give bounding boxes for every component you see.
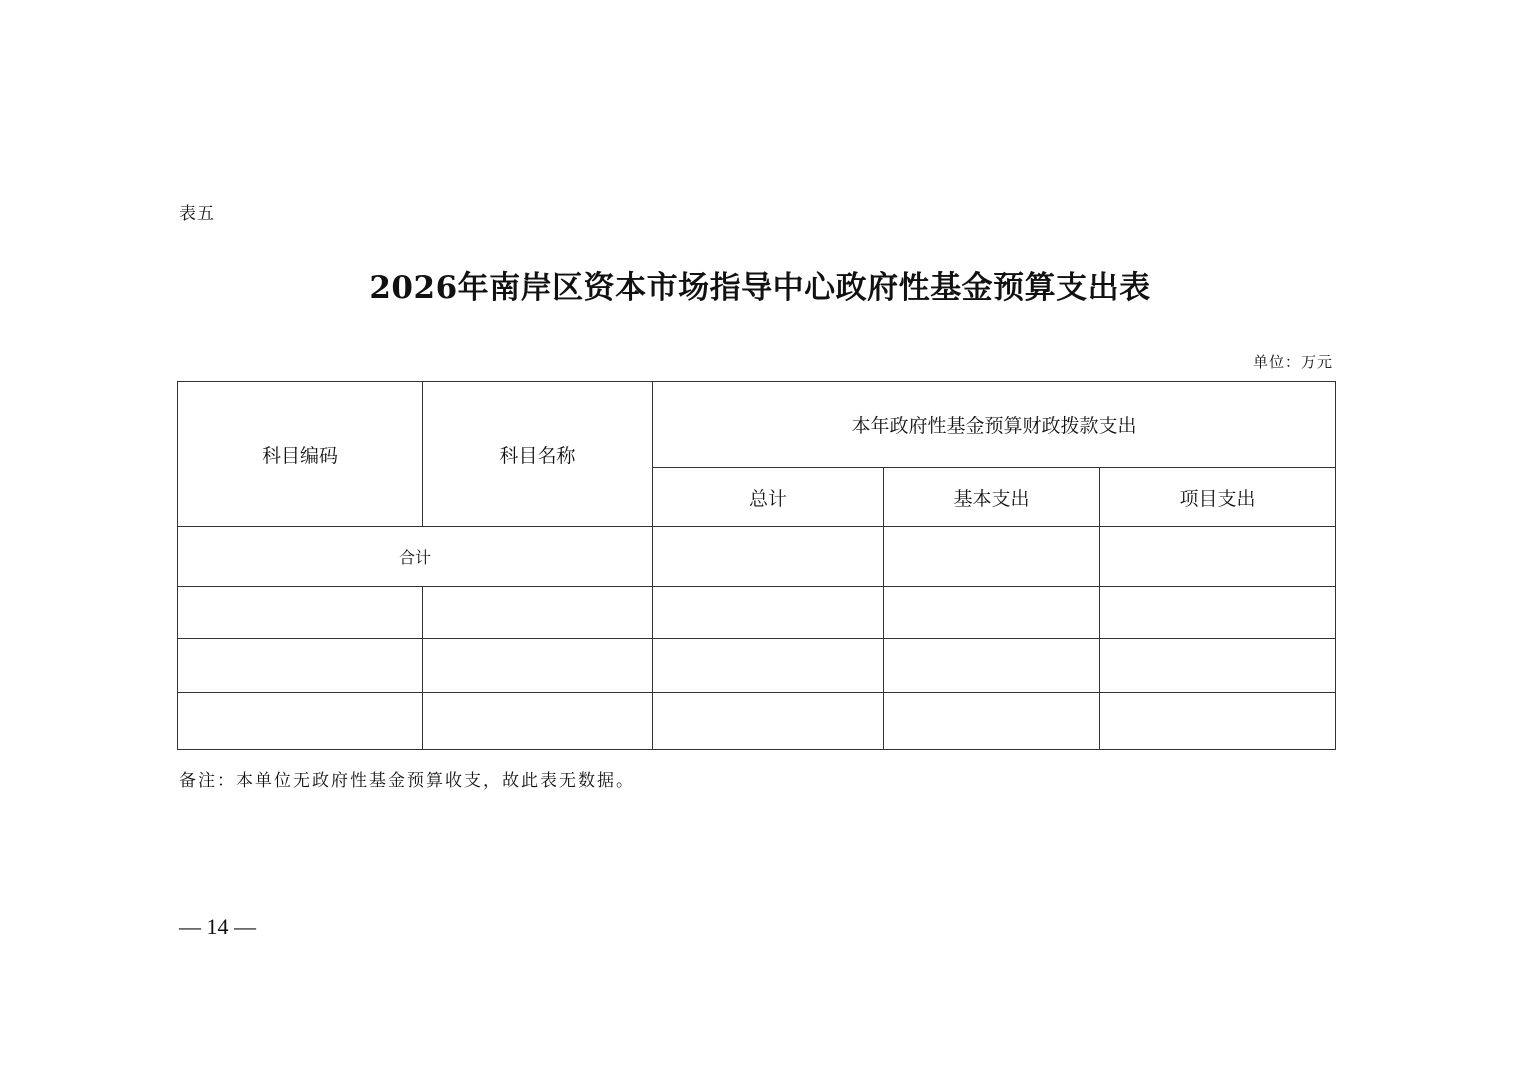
table-row [178,639,1336,693]
row-total-cell [653,587,884,639]
row-code-cell [178,693,423,750]
header-project-expenditure: 项目支出 [1100,468,1336,527]
row-project-cell [1100,693,1336,750]
table-row [178,587,1336,639]
table-row [178,693,1336,750]
table-note: 备注：本单位无政府性基金预算收支，故此表无数据。 [179,771,635,791]
row-total-cell [653,693,884,750]
row-name-cell [423,693,653,750]
row-project-cell [1100,587,1336,639]
sum-project-cell [1100,527,1336,587]
budget-expenditure-table [177,381,1336,750]
row-name-cell [423,587,653,639]
row-name-cell [423,639,653,693]
sum-basic-cell [884,527,1100,587]
page-number: — 14 — [179,914,256,939]
sum-total-cell [653,527,884,587]
row-basic-cell [884,693,1100,750]
row-code-cell [178,639,423,693]
unit-label: 单位：万元 [1252,353,1333,371]
row-total-cell [653,639,884,693]
header-fund-expenditure-group: 本年政府性基金预算财政拨款支出 [653,382,1336,468]
table-row-sum [178,527,1336,587]
header-subject-name: 科目名称 [423,382,653,527]
sum-row-label: 合计 [178,527,653,587]
row-basic-cell [884,587,1100,639]
row-project-cell [1100,639,1336,693]
table-number-label: 表五 [179,204,215,224]
row-basic-cell [884,639,1100,693]
header-basic-expenditure: 基本支出 [884,468,1100,527]
header-total: 总计 [653,468,884,527]
document-title: 2026年南岸区资本市场指导中心政府性基金预算支出表 [369,270,1151,306]
header-subject-code: 科目编码 [178,382,423,527]
row-code-cell [178,587,423,639]
